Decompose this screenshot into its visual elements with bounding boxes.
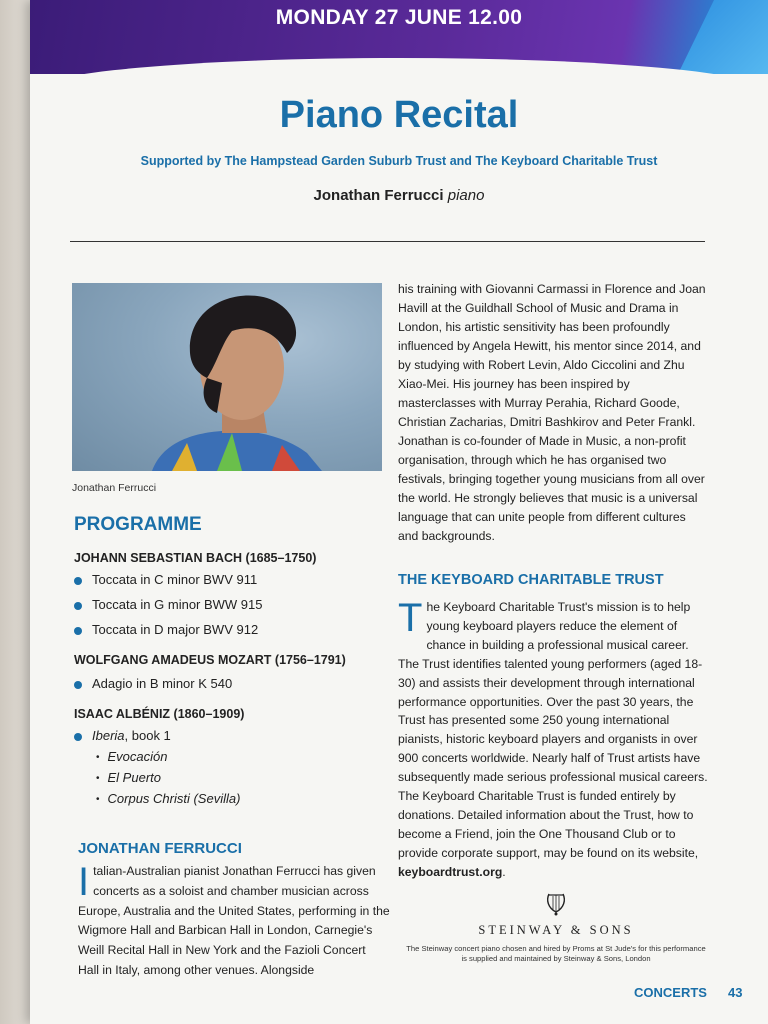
work-item — [74, 597, 263, 612]
concert-date: MONDAY 27 JUNE 12.00 — [275, 6, 523, 29]
bullet-icon: • — [96, 752, 100, 764]
bullet-icon: • — [96, 794, 100, 806]
bullet-icon — [74, 577, 82, 585]
sub-work-title: Evocación — [107, 749, 168, 764]
steinway-block — [406, 890, 706, 964]
trust-website-end: . — [502, 864, 506, 879]
programme-page — [30, 0, 768, 1024]
sub-work-item — [96, 749, 168, 764]
lyre-logo-icon — [543, 890, 569, 916]
programme-heading: PROGRAMME — [74, 514, 202, 535]
photo-caption: Jonathan Ferrucci — [72, 482, 157, 494]
bio-text — [78, 862, 390, 981]
sub-work-item — [96, 791, 240, 806]
bullet-icon — [74, 602, 82, 610]
bio-dropcap: I — [78, 860, 90, 904]
bullet-icon: • — [96, 773, 100, 785]
work-title: Toccata in C minor BWV 911 — [92, 572, 258, 587]
bio-text-start: talian-Australian pianist Jonathan Ferrucci has given concerts as a soloist and chamber musician across Europe, Australia and the United States, performing in the Wigmore Hall and Barbican Hall in London, Carnegie's Weill Recital Hall in New York and the Fazioli Concert Hall in Italy, among other venues. Alongside — [78, 864, 390, 977]
work-item — [74, 622, 258, 637]
work-item — [74, 728, 171, 743]
performer-name: Jonathan Ferrucci — [313, 187, 444, 204]
bio-text-continued: his training with Giovanni Carmassi in Florence and Joan Havill at the Guildhall School of Music and Drama in London, his artistic sensitivity has been profoundly influenced by Angela Hewitt, his mentor since 2014, and by studying with Robert Levin, Aldo Ciccolini and Zhu Xiao-Mei. His journey has been inspired by masterclasses with Murray Perahia, Richard Goode, Christian Zacharias, Dmitri Bashkirov and Peter Frankl. Jonathan is co-founder of Made in Music, a non-profit organisation, through which he has organised two festivals, bringing together young musicians from all over the world. He strongly believes that music is a universal language that can unite people from different cultures and backgrounds. — [398, 282, 706, 543]
composer-name: WOLFGANG AMADEUS MOZART (1756–1791) — [74, 653, 346, 667]
page-title: Piano Recital — [279, 94, 519, 136]
performer-instrument: piano — [447, 187, 485, 204]
performer-line — [30, 187, 768, 204]
trust-text — [398, 598, 708, 882]
footer-section: CONCERTS — [634, 985, 707, 1000]
work-title: Adagio in B minor K 540 — [92, 676, 233, 691]
work-title: Iberia — [92, 728, 125, 743]
work-item — [74, 676, 232, 691]
supported-by: Supported by The Hampstead Garden Suburb Trust and The Keyboard Charitable Trust — [140, 154, 658, 168]
steinway-brand: STEINWAY & SONS — [478, 923, 634, 937]
work-title: Toccata in G minor BWW 915 — [92, 597, 263, 612]
performer-photo — [72, 283, 382, 471]
composer-name: JOHANN SEBASTIAN BACH (1685–1750) — [74, 551, 317, 565]
trust-text-body: he Keyboard Charitable Trust's mission is to help young keyboard players reduce the element of chance in building a professional musical career. The Trust identifies talented young performers (aged 18-30) and assists their development through international performance opportunities. Over the past 30 years, the Trust has presented some 250 young international pianists, historic keyboard players and organists in over 900 concerts worldwide. Nearly half of Trust artists have subsequently made serious professional musical careers. The Keyboard Charitable Trust is funded entirely by donations. Detailed information about the Trust, how to become a Friend, join the One Thousand Club or to provide corporate support, may be found on its website, — [398, 600, 708, 860]
sub-work-title: Corpus Christi (Sevilla) — [107, 791, 241, 806]
work-title: Toccata in D major BWV 912 — [92, 622, 259, 637]
bullet-icon — [74, 627, 82, 635]
sub-work-item — [96, 770, 161, 785]
sub-work-title: El Puerto — [107, 770, 161, 785]
trust-dropcap: T — [398, 596, 423, 640]
bullet-icon — [74, 681, 82, 689]
page-number: 43 — [728, 985, 743, 1000]
bio-heading: JONATHAN FERRUCCI — [78, 840, 242, 857]
steinway-note: The Steinway concert piano chosen and hired by Proms at St Jude's for this performance is supplied and maintained by Steinway & Sons, London — [406, 944, 706, 963]
composer-name: ISAAC ALBÉNIZ (1860–1909) — [74, 707, 245, 721]
portrait-illustration — [72, 283, 382, 471]
work-subtitle: , book 1 — [124, 728, 171, 743]
trust-heading: THE KEYBOARD CHARITABLE TRUST — [398, 572, 664, 588]
divider — [70, 241, 705, 242]
work-item — [74, 572, 257, 587]
bullet-icon — [74, 733, 82, 741]
trust-website: keyboardtrust.org — [398, 864, 503, 879]
